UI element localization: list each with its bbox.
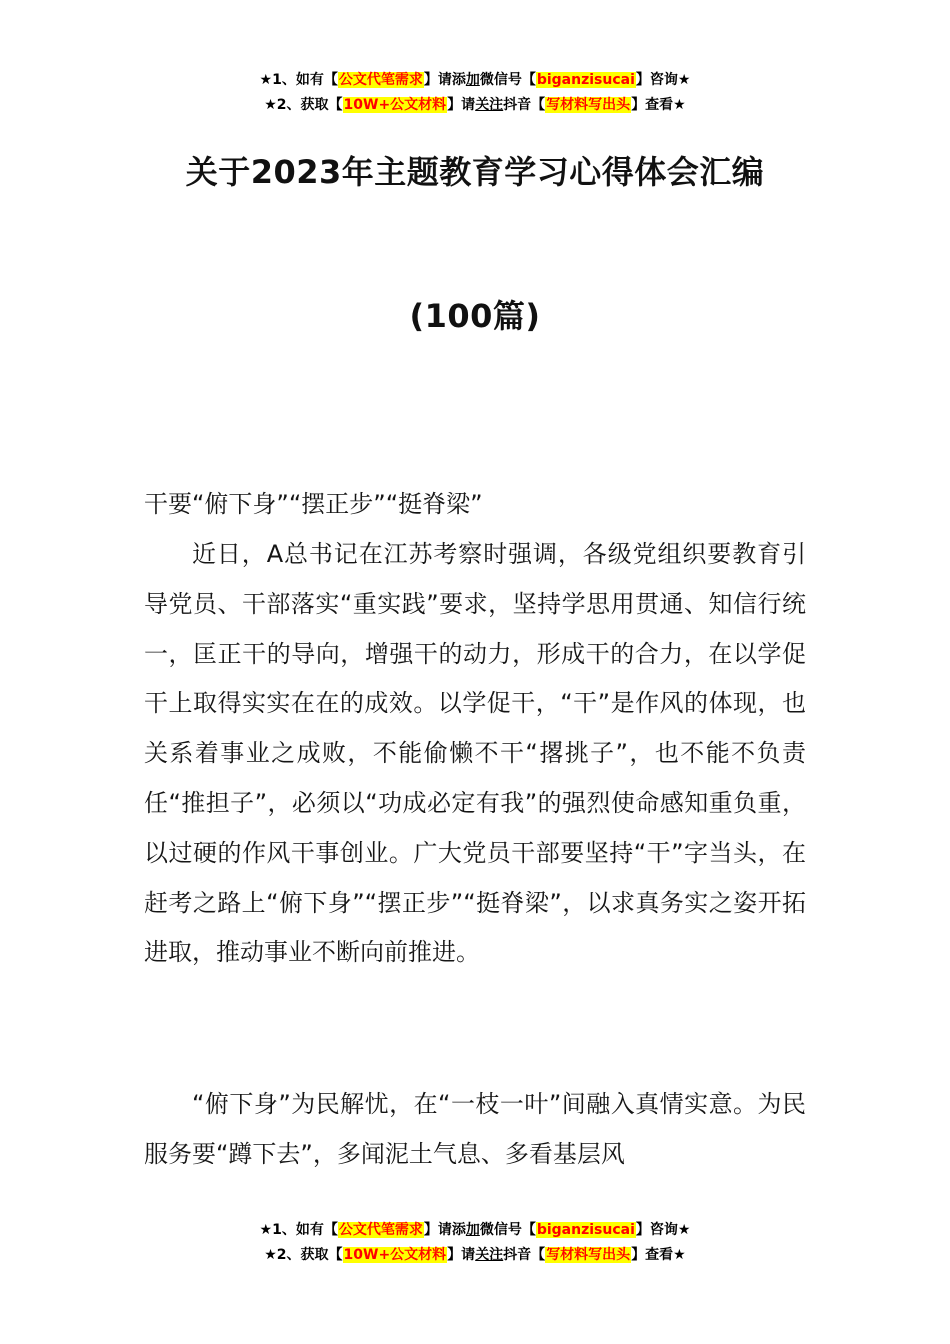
banner-highlight-douyin: 写材料写出头 <box>546 97 631 113</box>
banner-text: 】咨询★ <box>635 1222 691 1238</box>
section-heading: 干要“俯下身”“摆正步”“挺脊梁” <box>144 490 483 518</box>
banner-text: 】请 <box>447 1247 476 1263</box>
banner-underline: 加 <box>465 1222 480 1238</box>
banner-highlight-wechat-id: biganzisucai <box>536 1222 635 1238</box>
banner-text: 抖音【 <box>503 1247 546 1263</box>
banner-text: ★1、如有【 <box>259 72 338 88</box>
footer-banner-line-2 <box>0 1245 950 1265</box>
document-subtitle: (100篇) <box>409 297 541 335</box>
banner-highlight-materials: 10W+公文材料 <box>343 1247 447 1263</box>
banner-text: 】请添 <box>423 72 466 88</box>
banner-text: ★2、获取【 <box>264 97 343 113</box>
banner-highlight-douyin: 写材料写出头 <box>546 1247 631 1263</box>
banner-highlight-materials: 10W+公文材料 <box>343 97 447 113</box>
banner-highlight-service: 公文代笔需求 <box>338 72 423 88</box>
body-paragraph: “俯下身”为民解忧，在“一枝一叶”间融入真情实意。为民服务要“蹲下去”，多闻泥土气息、多看基层风 <box>144 1090 806 1168</box>
body-paragraph: 近日，A总书记在江苏考察时强调，各级党组织要教育引导党员、干部落实“重实践”要求，坚持学思用贯通、知信行统一，匡正干的导向，增强干的动力，形成干的合力，在以学促干上取得实实在在的成效。以学促干，“干”是作风的体现，也关系着事业之成败，不能偷懒不干“撂挑子”，也不能不负责任“推担子”，必须以“功成必定有我”的强烈使命感知重负重，以过硬的作风干事创业。广大党员干部要坚持“干”字当头，在赶考之路上“俯下身”“摆正步”“挺脊梁”，以求真务实之姿开拓进取，推动事业不断向前推进。 <box>144 540 806 967</box>
banner-highlight-wechat-id: biganzisucai <box>536 72 635 88</box>
header-banner-line-1 <box>0 70 950 90</box>
banner-text: 微信号【 <box>479 1222 536 1238</box>
footer-banner-line-1 <box>0 1220 950 1240</box>
banner-text: ★2、获取【 <box>264 1247 343 1263</box>
banner-text: 】查看★ <box>631 97 686 113</box>
banner-text: 】咨询★ <box>635 72 691 88</box>
banner-text: ★1、如有【 <box>259 1222 338 1238</box>
banner-underline: 关注 <box>475 1247 504 1263</box>
banner-text: 】请 <box>447 97 476 113</box>
banner-text: 微信号【 <box>479 72 536 88</box>
banner-underline: 关注 <box>475 97 504 113</box>
banner-text: 】请添 <box>423 1222 466 1238</box>
header-banner-line-2 <box>0 95 950 115</box>
document-title: 关于2023年主题教育学习心得体会汇编 <box>185 153 765 191</box>
banner-text: 抖音【 <box>503 97 546 113</box>
banner-highlight-service: 公文代笔需求 <box>338 1222 423 1238</box>
banner-text: 】查看★ <box>631 1247 686 1263</box>
banner-underline: 加 <box>465 72 480 88</box>
